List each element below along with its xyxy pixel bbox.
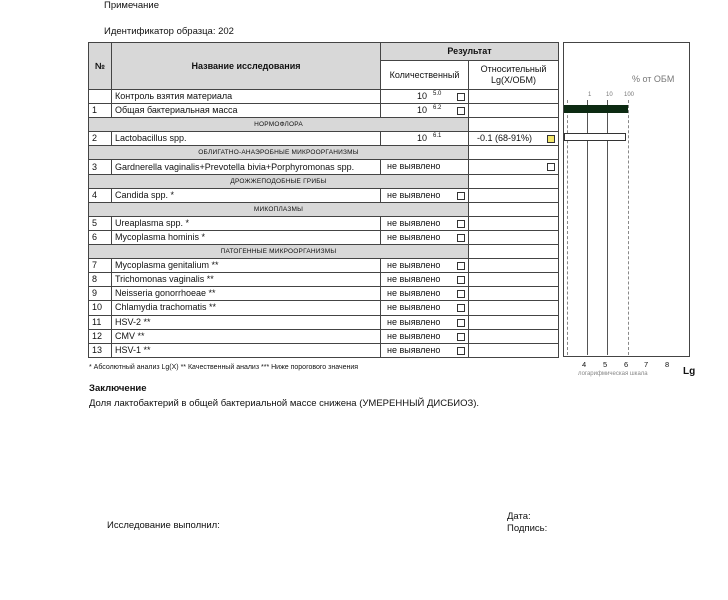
relative-value: -0.1 (68-91%) [477, 133, 533, 144]
bar-total-bacterial-mass [564, 105, 628, 113]
table-row [89, 259, 559, 273]
row-number: 5 [89, 216, 112, 230]
qty-exponent: 6.1 [433, 133, 442, 140]
table-row [89, 287, 559, 301]
row-number [89, 90, 112, 104]
relative-cell [469, 259, 559, 273]
group-label: ПАТОГЕННЫЕ МИКРООРГАНИЗМЫ [89, 245, 469, 259]
row-number: 6 [89, 230, 112, 244]
result-checkbox[interactable] [457, 262, 465, 270]
relative-cell [469, 301, 559, 315]
group-rel-cell [469, 245, 559, 259]
test-name: HSV-2 ** [112, 315, 381, 329]
test-name: CMV ** [112, 329, 381, 343]
group-row [89, 174, 559, 188]
qty-result-text: не выявлено [387, 217, 441, 228]
qty-base: 10 [417, 105, 428, 116]
quantitative-cell [381, 216, 469, 230]
row-number: 8 [89, 273, 112, 287]
relative-cell [469, 132, 559, 146]
relative-cell [469, 329, 559, 343]
qty-result-text: не выявлено [387, 316, 441, 327]
result-checkbox[interactable] [457, 107, 465, 115]
group-label: МИКОПЛАЗМЫ [89, 202, 469, 216]
result-checkbox[interactable] [457, 276, 465, 284]
test-name: HSV-1 ** [112, 343, 381, 357]
qty-result-text: не выявлено [387, 344, 441, 355]
pct-tick-10: 10 [606, 92, 613, 98]
table-row [89, 188, 559, 202]
quantitative-cell [381, 329, 469, 343]
test-name: Общая бактериальная масса [112, 104, 381, 118]
quantitative-cell [381, 273, 469, 287]
qty-base: 10 [417, 133, 428, 144]
performed-by-label: Исследование выполнил: [107, 520, 220, 531]
result-checkbox[interactable] [457, 319, 465, 327]
result-checkbox[interactable] [457, 234, 465, 242]
quantitative-cell [381, 301, 469, 315]
qty-exponent: 5.0 [433, 91, 442, 97]
table-row [89, 230, 559, 244]
table-row [89, 315, 559, 329]
scale-gridline [628, 100, 629, 355]
row-number: 3 [89, 160, 112, 174]
group-label: ДРОЖЖЕПОДОБНЫЕ ГРИБЫ [89, 174, 469, 188]
qty-base: 10 [417, 91, 428, 101]
bar-lactobacillus [564, 133, 626, 141]
table-row [89, 301, 559, 315]
date-label: Дата: [507, 511, 531, 522]
result-checkbox[interactable] [457, 347, 465, 355]
relative-cell [469, 230, 559, 244]
table-row [89, 132, 559, 146]
test-name: Mycoplasma hominis * [112, 230, 381, 244]
group-label: НОРМОФЛОРА [89, 118, 469, 132]
conclusion-title: Заключение [89, 383, 147, 394]
pct-tick-100: 100 [624, 92, 635, 98]
row-number: 13 [89, 343, 112, 357]
quantitative-cell [381, 104, 469, 118]
relative-cell [469, 188, 559, 202]
test-name: Ureaplasma spp. * [112, 216, 381, 230]
quantitative-cell [381, 287, 469, 301]
quantitative-cell [381, 90, 469, 104]
pct-tick-1: 1 [588, 92, 592, 98]
qty-result-text: не выявлено [387, 189, 441, 200]
log-scale-caption: логарифмическая шкала [578, 371, 648, 377]
row-number: 9 [89, 287, 112, 301]
sample-id: Идентификатор образца: 202 [104, 26, 234, 37]
results-table [88, 42, 559, 358]
table-row [89, 329, 559, 343]
lg-tick: 5 [603, 360, 608, 369]
result-checkbox[interactable] [457, 290, 465, 298]
result-checkbox[interactable] [457, 304, 465, 312]
relative-cell [469, 90, 559, 104]
row-number: 4 [89, 188, 112, 202]
test-name: Chlamydia trachomatis ** [112, 301, 381, 315]
relative-cell [469, 104, 559, 118]
note-label: Примечание [104, 0, 159, 11]
qty-result-text: не выявлено [387, 330, 441, 341]
result-checkbox[interactable] [457, 93, 465, 101]
col-num-header: № [89, 43, 112, 90]
relative-cell [469, 160, 559, 174]
group-rel-cell [469, 174, 559, 188]
row-number: 11 [89, 315, 112, 329]
quantitative-cell [381, 230, 469, 244]
test-name: Mycoplasma genitalium ** [112, 259, 381, 273]
group-rel-cell [469, 118, 559, 132]
row-number: 2 [89, 132, 112, 146]
table-row [89, 160, 559, 174]
quantitative-cell [381, 259, 469, 273]
qty-exponent: 6.2 [433, 105, 442, 112]
col-name-header: Название исследования [112, 43, 381, 90]
test-name: Trichomonas vaginalis ** [112, 273, 381, 287]
test-name: Lactobacillus spp. [112, 132, 381, 146]
col-result-header: Результат [381, 43, 559, 61]
quantitative-cell [381, 132, 469, 146]
table-row [89, 90, 559, 104]
row-number: 12 [89, 329, 112, 343]
lg-tick: 8 [665, 360, 670, 369]
quantitative-cell [381, 315, 469, 329]
lg-tick: 6 [624, 360, 629, 369]
pct-scale-title: % от ОБМ [632, 74, 675, 84]
test-name: Candida spp. * [112, 188, 381, 202]
results-body [89, 90, 559, 358]
qty-result-text: не выявлено [387, 260, 441, 271]
quantitative-cell [381, 188, 469, 202]
footnote: * Абсолютный анализ Lg(X) ** Качественный анализ *** Ниже порогового значения [89, 364, 359, 371]
flag-marker-yellow[interactable] [547, 135, 555, 143]
qty-result-text: не выявлено [387, 231, 441, 242]
group-row [89, 146, 559, 160]
table-row [89, 273, 559, 287]
relative-cell [469, 273, 559, 287]
lg-tick: 7 [644, 360, 649, 369]
relative-cell [469, 343, 559, 357]
group-row [89, 202, 559, 216]
result-checkbox[interactable] [547, 163, 555, 171]
test-name: Neisseria gonorrhoeae ** [112, 287, 381, 301]
group-label: ОБЛИГАТНО-АНАЭРОБНЫЕ МИКРООРГАНИЗМЫ [89, 146, 469, 160]
table-row [89, 343, 559, 357]
test-name: Контроль взятия материала [112, 90, 381, 104]
lg-axis-label: Lg [683, 366, 696, 377]
row-number: 10 [89, 301, 112, 315]
qty-result-text: не выявлено [387, 274, 441, 285]
col-rel-header: Относительный Lg(X/ОБМ) [469, 61, 559, 90]
test-name: Gardnerella vaginalis+Prevotella bivia+Porphyromonas spp. [112, 160, 381, 174]
table-row [89, 104, 559, 118]
relative-cell [469, 216, 559, 230]
table-row [89, 216, 559, 230]
quantitative-cell [381, 160, 469, 174]
quantitative-cell [381, 343, 469, 357]
group-rel-cell [469, 202, 559, 216]
qty-result-text: не выявлено [387, 302, 441, 313]
relative-cell [469, 287, 559, 301]
qty-result-text: не выявлено [387, 161, 441, 172]
qty-result-text: не выявлено [387, 288, 441, 299]
result-checkbox[interactable] [457, 192, 465, 200]
scale-panel [563, 42, 690, 357]
signature-label: Подпись: [507, 523, 548, 534]
group-row [89, 245, 559, 259]
row-number: 7 [89, 259, 112, 273]
conclusion-text: Доля лактобактерий в общей бактериальной массе снижена (УМЕРЕННЫЙ ДИСБИОЗ). [89, 398, 480, 409]
col-quant-header: Количественный [381, 61, 469, 90]
group-rel-cell [469, 146, 559, 160]
result-checkbox[interactable] [457, 220, 465, 228]
group-row [89, 118, 559, 132]
result-checkbox[interactable] [457, 333, 465, 341]
row-number: 1 [89, 104, 112, 118]
lg-tick: 4 [582, 360, 587, 369]
relative-cell [469, 315, 559, 329]
